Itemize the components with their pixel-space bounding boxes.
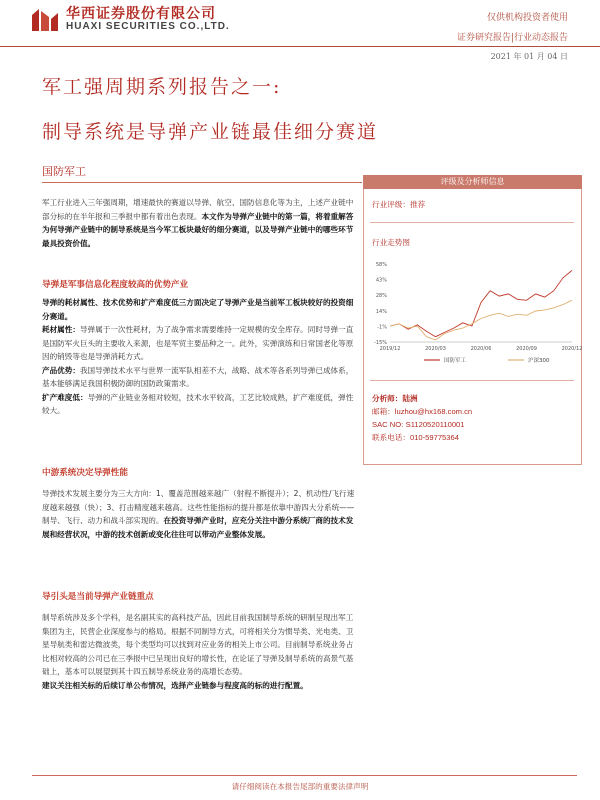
x-tick-label: 2020/03 [425, 346, 446, 352]
intro-paragraph [42, 196, 360, 250]
legend-label: 沪深300 [528, 358, 550, 364]
industry-trend-chart [366, 258, 583, 370]
rating-panel-heading: 评级及分析师信息 [363, 175, 582, 189]
y-tick-label: 28% [375, 293, 387, 300]
legend-label: 国防军工 [444, 358, 467, 364]
trend-chart-title: 行业走势图 [372, 238, 410, 247]
email-row [372, 405, 472, 418]
analyst-label: 分析师： [372, 394, 403, 403]
analyst-info [372, 392, 472, 444]
section1-heading: 导弹是军事信息化程度较高的优势产业 [42, 280, 189, 290]
y-tick-label: 43% [375, 277, 387, 284]
industry-divider [42, 182, 362, 183]
section1-item [42, 391, 360, 418]
x-tick-label: 2019/12 [379, 346, 401, 352]
x-tick-label: 2020/06 [470, 346, 492, 352]
sac-number: S1120520110001 [405, 420, 465, 429]
series-line-csi300 [390, 300, 572, 340]
report-title-line1: 军工强周期系列报告之一: [42, 76, 282, 98]
item-text: 导弹属于一次性耗材，为了战争需求需要维持一定规模的安全库存。同时导弹一直是国防军火巨头的主要收入来源，也是军贸主要品种之一。此外，实弹演练和日常国老化等原因的销毁等也是导弹消耗方式。 [42, 325, 354, 361]
industry-rating [372, 199, 425, 210]
analyst-email-link[interactable]: luzhou@hx168.com.cn [394, 407, 473, 416]
header-divider [0, 46, 600, 47]
y-tick-label: 58% [375, 262, 387, 268]
analyst-name: 陆洲 [402, 394, 418, 403]
series-line-defense [390, 270, 572, 336]
rating-value: 推荐 [409, 200, 426, 209]
industry-tag: 国防军工 [42, 165, 86, 178]
rating-label: 行业评级： [372, 200, 410, 209]
item-label: 扩产难度低： [42, 392, 88, 402]
y-tick-label: -1% [377, 324, 387, 331]
section3-body [42, 611, 360, 692]
x-tick-label: 2020/12 [561, 346, 583, 352]
intro-text: 军工行业进入三年强周期，增速最快的赛道以导弹、航空、国防信息化等为主，上述产业链中部分标的在半年报和三季报中都有着出色表现。 [42, 198, 354, 221]
phone-label: 联系电话： [372, 433, 410, 442]
section1-item [42, 323, 360, 364]
company-name-en: HUAXI SECURITIES CO.,LTD. [66, 21, 230, 32]
item-label: 耗材属性： [42, 325, 80, 334]
email-label: 邮箱： [372, 407, 395, 416]
section2-bold-text: 在投资导弹产业时，应充分关注中游分系统厂商的技术发展和经营状况，中游的技术创新或变化往往可以带动产业整体发展。 [42, 516, 354, 539]
report-date: 2021 年 01 月 04 日 [490, 52, 568, 61]
item-text: 导弹的产业链业务相对较短，技术水平较高，工艺比较成熟，扩产难度低，弹性较大。 [42, 392, 354, 415]
intro-bold-text: 本文作为导弹产业链中的第一篇，将着重解答为何导弹产业链中的制导系统是当今军工板块最好的细分赛道，以及导弹产业链中的哪些环节最具投资价值。 [42, 211, 354, 248]
report-type: 证券研究报告|行业动态报告 [456, 33, 568, 43]
y-tick-label: 14% [375, 308, 387, 315]
phone-number: 010-59775364 [409, 433, 459, 442]
section2-heading: 中游系统决定导弹性能 [42, 468, 128, 478]
footer-divider [32, 775, 577, 776]
section2-body [42, 487, 360, 541]
section3-bold-text: 建议关注相关标的后续订单公布情况，选择产业链参与程度高的标的进行配置。 [42, 680, 308, 690]
audience-note: 仅供机构投资者使用 [486, 13, 568, 23]
panel-divider [370, 380, 574, 381]
item-text: 我国导弹技术水平与世界一流军队相差不大，战略、战术等各系列导弹已成体系，基本能够满足我国积极防御的国防政策需求。 [42, 365, 354, 388]
report-title-line2: 制导系统是导弹产业链最佳细分赛道 [42, 121, 379, 143]
section3-text: 制导系统涉及多个学科，是名副其实的高科技产品，因此目前我国制导系统的研制呈现出军工集团为主，民营企业深度参与的格局。根据不同制导方式，可将相关分为惯导类、光电类、卫星导航类和雷达微波类，每个类型均可以找到对应业务的相关上市公司。目前制导系统业务占比相对较高的公司已在三季报中已呈现出良好的增长性，在论证了导弹及制导系统的高景气基础上，基本可以展望到其十四五制导系统业务的高增长态势。 [42, 613, 354, 676]
sac-label: SAC NO: [372, 420, 404, 429]
section2-text: 导弹技术发展主要分为三大方向：1、覆盖范围越来越广（射程不断提升）；2、机动性/飞行速度越来越强（快）；3、打击精度越来越高。这些性能指标的提升都是依靠中游四大分系统——制导、飞行、动力和战斗部实现的。 [42, 489, 355, 525]
section1-lead: 导弹的耗材属性、技术优势和扩产难度低三方面决定了导弹产业是当前军工板块较好的投资细分赛道。 [42, 298, 354, 321]
item-label: 产品优势： [42, 365, 80, 375]
phone-row [372, 431, 472, 444]
huaxi-logo-icon [30, 7, 60, 33]
analyst-row [372, 392, 472, 405]
x-tick-label: 2020/09 [516, 346, 537, 352]
legal-notice: 请仔细阅读在本报告尾部的重要法律声明 [231, 782, 369, 791]
section1-item [42, 364, 360, 391]
company-name-cn: 华西证券股份有限公司 [66, 6, 216, 22]
section1-body [42, 296, 360, 418]
section3-heading: 导引头是当前导弹产业链重点 [42, 592, 154, 602]
sac-row [372, 418, 472, 431]
panel-divider [370, 222, 574, 223]
y-tick-label: -15% [374, 340, 387, 346]
